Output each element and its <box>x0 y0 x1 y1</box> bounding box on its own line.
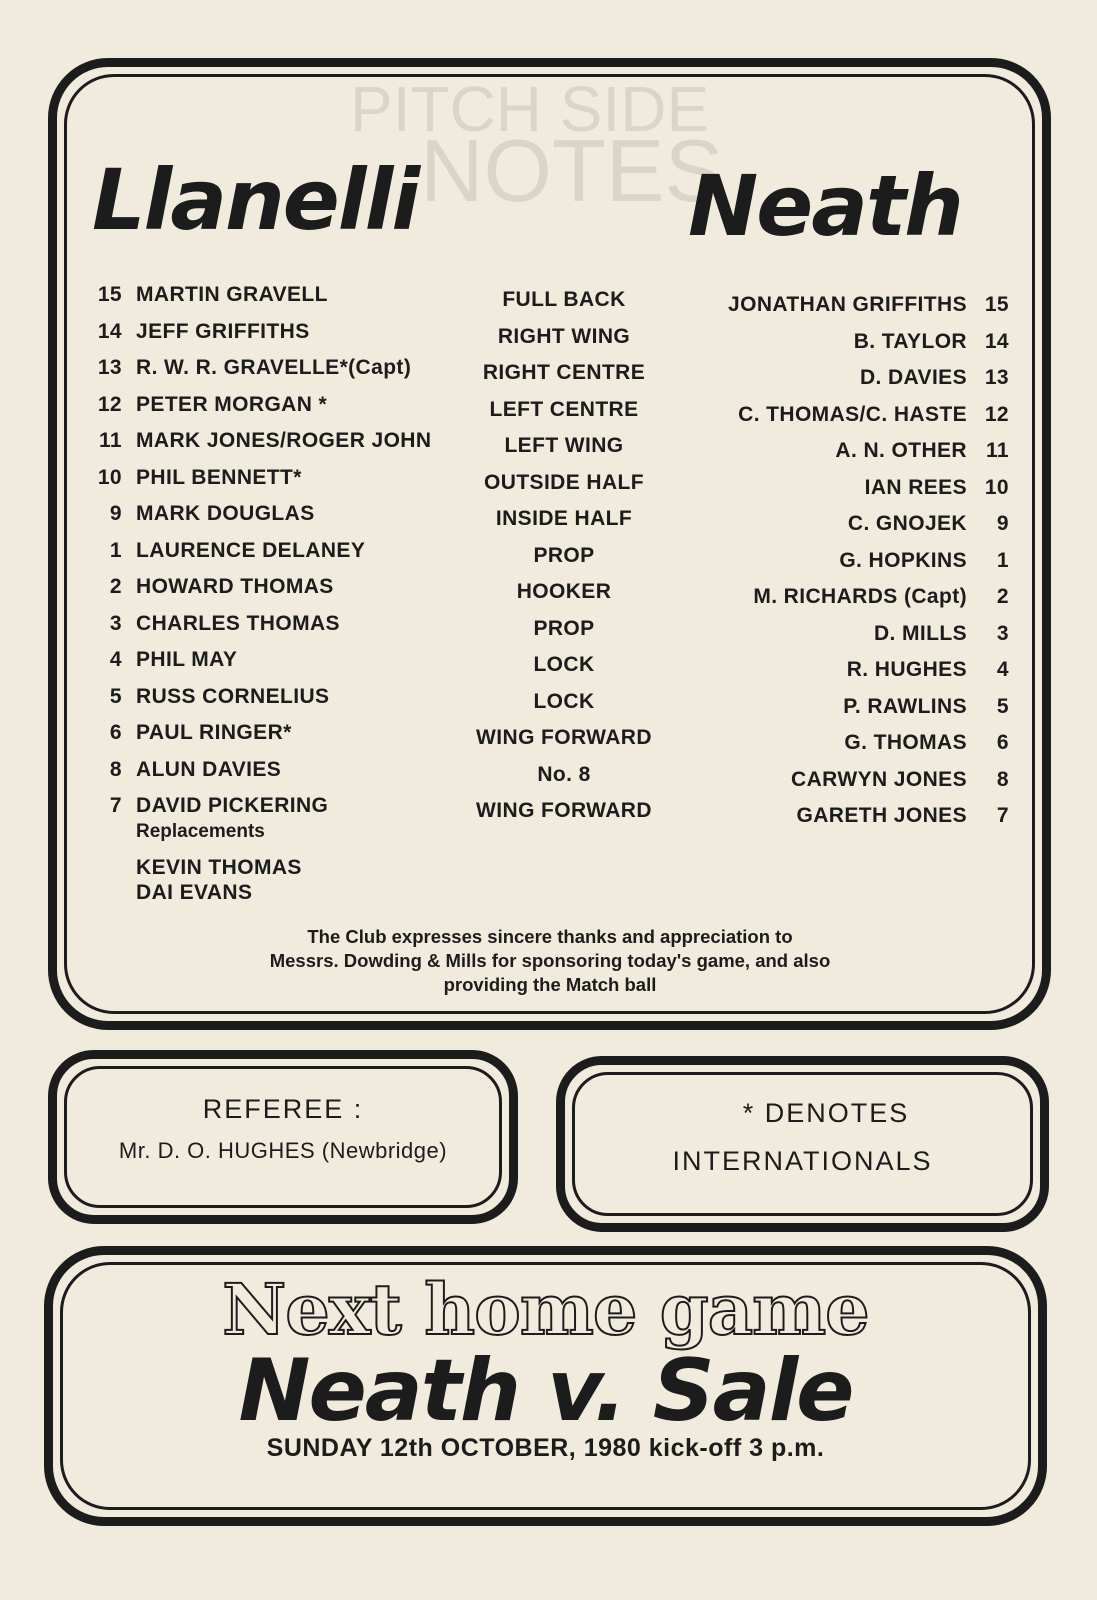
home-player-number: 11 <box>99 429 122 452</box>
sponsor-line: providing the Match ball <box>443 974 657 995</box>
position-label: HOOKER <box>516 580 612 603</box>
home-player-number: 1 <box>109 538 122 562</box>
away-player-number: 9 <box>996 512 1009 535</box>
position-label: No. 8 <box>537 762 591 786</box>
replacement-name: DAI EVANS <box>136 881 253 904</box>
away-player-number: 6 <box>996 731 1009 754</box>
home-player-number: 6 <box>109 721 122 744</box>
away-player-number: 14 <box>984 329 1009 353</box>
away-player-number: 1 <box>996 548 1009 572</box>
show-through-heading: PITCH SIDE <box>350 73 710 145</box>
home-player-name: DAVID PICKERING <box>136 794 329 817</box>
position-label: RIGHT CENTRE <box>482 361 646 384</box>
home-player-number: 7 <box>109 794 122 817</box>
away-player-name: IAN REES <box>864 475 967 499</box>
position-label: LOCK <box>533 653 595 676</box>
position-label: RIGHT WING <box>497 324 631 348</box>
away-player-number: 5 <box>996 694 1009 718</box>
home-player-name: PETER MORGAN * <box>136 392 328 416</box>
home-player-name: PHIL BENNETT* <box>136 465 302 489</box>
away-player-number: 4 <box>996 658 1009 681</box>
home-player-number: 12 <box>97 392 122 416</box>
home-player-number: 14 <box>97 319 122 343</box>
denotes-box <box>556 1056 1049 1232</box>
next-home-game-heading: Next home game <box>222 1268 869 1351</box>
denotes-line: * DENOTES <box>742 1098 910 1128</box>
home-player-name: RUSS CORNELIUS <box>136 684 330 708</box>
position-label: LEFT WING <box>504 434 624 457</box>
away-player-number: 2 <box>996 585 1009 608</box>
away-player-name: G. HOPKINS <box>839 548 967 572</box>
position-label: PROP <box>533 543 595 567</box>
home-player-name: LAURENCE DELANEY <box>136 538 366 562</box>
position-label: PROP <box>533 616 595 640</box>
away-player-number: 10 <box>984 475 1009 499</box>
position-label: INSIDE HALF <box>495 507 633 530</box>
home-player-number: 3 <box>109 611 122 635</box>
home-player-name: JEFF GRIFFITHS <box>136 319 310 343</box>
away-player-name: M. RICHARDS (Capt) <box>753 585 967 608</box>
home-player-name: PAUL RINGER* <box>136 721 292 744</box>
away-team-title: Neath <box>688 157 962 255</box>
show-through-heading-2: NOTES <box>420 121 724 220</box>
away-player-name: GARETH JONES <box>796 804 967 827</box>
sponsor-line: The Club expresses sincere thanks and appreciation to <box>307 926 793 947</box>
home-player-number: 4 <box>109 648 122 671</box>
home-player-number: 8 <box>109 757 122 781</box>
away-player-number: 7 <box>996 804 1009 827</box>
away-player-name: B. TAYLOR <box>853 329 967 353</box>
home-player-name: R. W. R. GRAVELLE*(Capt) <box>136 356 412 379</box>
away-player-number: 13 <box>984 366 1009 389</box>
replacements-label: Replacements <box>136 821 265 842</box>
sponsor-line: Messrs. Dowding & Mills for sponsoring today's game, and also <box>269 950 831 971</box>
home-player-name: MARK DOUGLAS <box>136 502 315 525</box>
away-player-name: D. DAVIES <box>859 366 967 389</box>
away-player-name: C. GNOJEK <box>847 512 967 535</box>
position-label: OUTSIDE HALF <box>484 470 644 494</box>
away-player-name: C. THOMAS/C. HASTE <box>738 402 967 426</box>
position-label: LOCK <box>533 689 595 713</box>
home-player-name: MARK JONES/ROGER JOHN <box>136 429 432 452</box>
referee-title: REFEREE : <box>202 1094 364 1124</box>
home-player-number: 5 <box>109 684 122 708</box>
position-label: WING FORWARD <box>476 799 652 822</box>
home-player-name: PHIL MAY <box>136 648 238 671</box>
position-label: LEFT CENTRE <box>489 397 639 421</box>
home-player-number: 10 <box>97 465 122 489</box>
replacement-row <box>0 881 1097 917</box>
away-player-number: 3 <box>996 621 1009 645</box>
home-player-number: 9 <box>109 502 122 525</box>
away-player-number: 15 <box>984 293 1009 316</box>
away-player-name: JONATHAN GRIFFITHS <box>728 293 967 316</box>
home-team-title: Llanelli <box>92 151 419 249</box>
home-player-name: MARTIN GRAVELL <box>136 283 328 306</box>
home-player-name: HOWARD THOMAS <box>136 575 334 598</box>
denotes-line: INTERNATIONALS <box>672 1146 933 1176</box>
away-player-number: 12 <box>984 402 1009 426</box>
away-player-name: G. THOMAS <box>844 731 967 754</box>
referee-name: Mr. D. O. HUGHES (Newbridge) <box>118 1138 448 1163</box>
away-player-name: D. MILLS <box>873 621 967 645</box>
home-player-number: 13 <box>97 356 122 379</box>
position-label: FULL BACK <box>502 288 626 311</box>
away-player-name: R. HUGHES <box>846 658 967 681</box>
away-player-number: 8 <box>996 767 1009 791</box>
away-player-name: CARWYN JONES <box>791 767 967 791</box>
away-player-name: P. RAWLINS <box>843 694 967 718</box>
home-player-number: 2 <box>109 575 122 598</box>
away-player-name: A. N. OTHER <box>835 439 967 462</box>
position-label: WING FORWARD <box>476 726 652 749</box>
away-player-number: 11 <box>986 439 1009 462</box>
next-fixture: Neath v. Sale <box>238 1341 853 1441</box>
home-player-name: ALUN DAVIES <box>136 757 282 781</box>
referee-box <box>48 1050 518 1224</box>
replacement-name: KEVIN THOMAS <box>136 856 302 879</box>
home-player-number: 15 <box>97 283 122 306</box>
next-fixture-date: SUNDAY 12th OCTOBER, 1980 kick-off 3 p.m. <box>266 1434 825 1462</box>
home-player-name: CHARLES THOMAS <box>136 611 340 635</box>
